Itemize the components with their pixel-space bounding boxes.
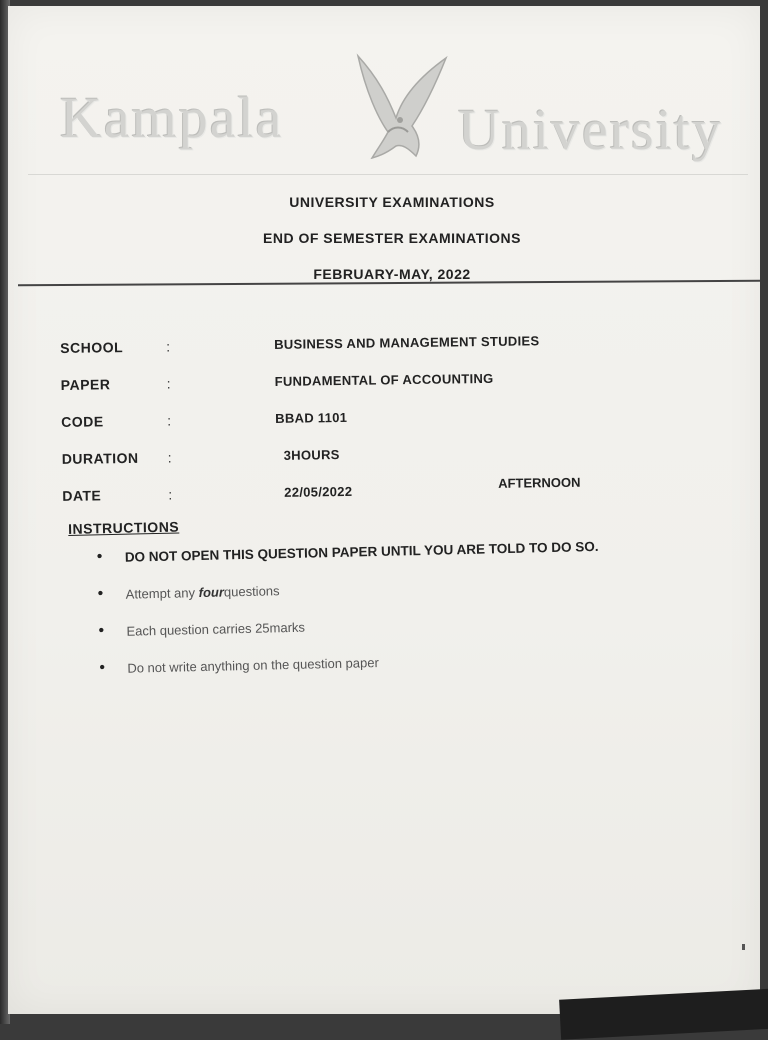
detail-colon: : bbox=[166, 338, 171, 355]
logo-word-university: University bbox=[458, 97, 723, 162]
bullet-icon: • bbox=[96, 548, 103, 566]
bullet-icon: • bbox=[98, 622, 105, 640]
instructions-list bbox=[69, 534, 752, 697]
title-exam-period: FEBRUARY-MAY, 2022 bbox=[313, 266, 471, 282]
detail-label: DURATION bbox=[61, 449, 139, 467]
instruction-text bbox=[126, 583, 280, 601]
logo-word-kampala: Kampala bbox=[60, 85, 284, 150]
detail-label: SCHOOL bbox=[60, 339, 124, 356]
detail-label: DATE bbox=[62, 487, 102, 504]
detail-colon: : bbox=[166, 375, 171, 392]
instruction-text-emphasis: four bbox=[198, 584, 225, 601]
instructions-heading: INSTRUCTIONS bbox=[68, 518, 180, 537]
exam-details bbox=[56, 324, 759, 519]
instruction-text: DO NOT OPEN THIS QUESTION PAPER UNTIL YOU ARE TOLD TO DO SO. bbox=[124, 538, 599, 565]
bullet-icon: • bbox=[99, 659, 106, 677]
detail-value: BUSINESS AND MANAGEMENT STUDIES bbox=[274, 333, 540, 352]
exam-cover-page bbox=[8, 6, 760, 1014]
detail-colon: : bbox=[168, 486, 173, 503]
instruction-text-post: questions bbox=[223, 583, 280, 600]
detail-value: 22/05/2022 bbox=[284, 483, 353, 500]
detail-label: PAPER bbox=[60, 376, 111, 393]
detail-label: CODE bbox=[61, 413, 104, 430]
title-end-of-semester: END OF SEMESTER EXAMINATIONS bbox=[263, 230, 521, 246]
session-time: AFTERNOON bbox=[498, 474, 581, 491]
detail-colon: : bbox=[167, 412, 172, 429]
university-logo bbox=[48, 46, 748, 176]
instruction-text-pre: Attempt any bbox=[125, 585, 199, 602]
instructions-section bbox=[68, 506, 752, 697]
paper-speck bbox=[742, 944, 745, 950]
detail-value: 3HOURS bbox=[283, 447, 340, 463]
header-divider bbox=[28, 174, 748, 175]
detail-value: FUNDAMENTAL OF ACCOUNTING bbox=[274, 370, 494, 389]
title-university-examinations: UNIVERSITY EXAMINATIONS bbox=[289, 194, 495, 210]
detail-value: BBAD 1101 bbox=[275, 409, 348, 426]
bullet-icon: • bbox=[97, 585, 104, 603]
detail-colon: : bbox=[167, 449, 172, 466]
eagle-emblem-icon bbox=[338, 48, 458, 168]
instruction-text: Do not write anything on the question paper bbox=[127, 654, 379, 676]
instruction-text: Each question carries 25marks bbox=[126, 619, 306, 639]
